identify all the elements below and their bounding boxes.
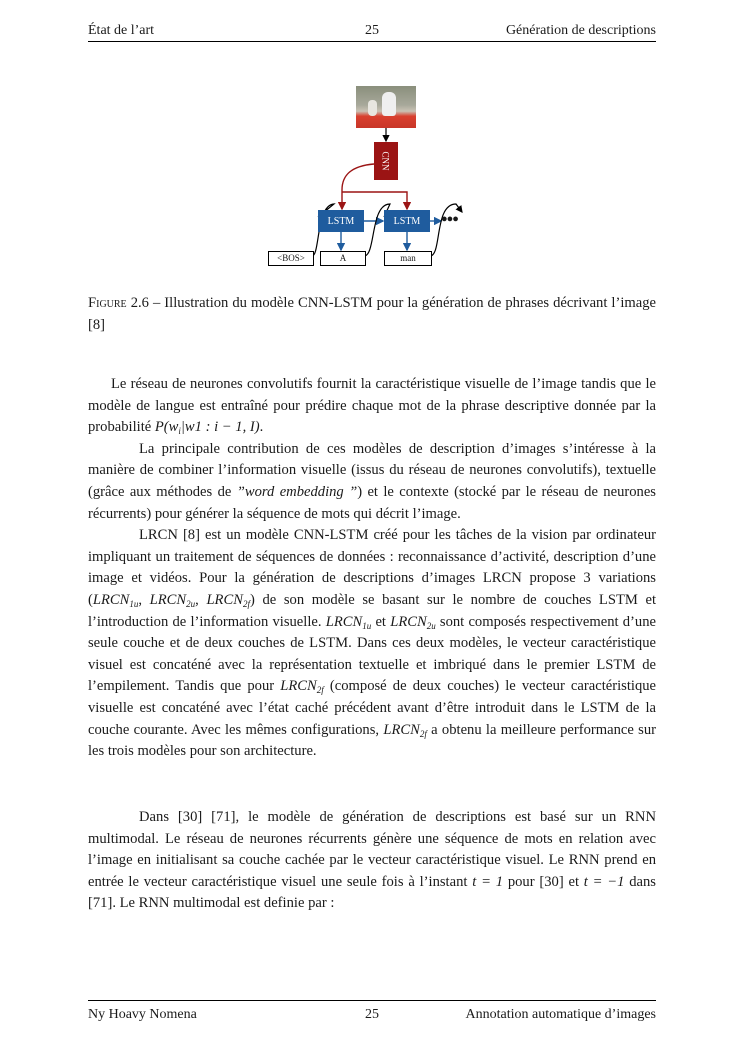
header-page-number: 25 [365,23,379,38]
lrcn-1u: $LRCN_{1u}$ [92,591,139,609]
header-rule [88,41,656,42]
token-man: man [384,251,432,266]
paragraph-3: LRCN [8] est un modèle CNN-LSTM créé pour les tâches de la vision par ordinateur impliquant un traitement de séquences de données : reconnaissance d’activité, description d’une image et vidéos. Pour la génération de descriptions d’images LRCN propose 3 variations ($LRCN_{1u}$, $LRCN_{2u}$, $LRCN_{2f}$) de son modèle se basant sur le nombre de couches LSTM et l’introduction de l’information visuelle. $LRCN_{1u}$ et $LRCN_{2u}$ sont composés respectivement d’une seule couche et de deux couches de LSTM. Dans ces deux modèles, le vecteur caractéristique visuel est concaténé avec la représentation textuelle et imbriqué dans le premier LSTM de l’empilement. Tandis que pour $LRCN_{2f}$ (composé de deux couches) le vecteur caractéristique visuelle est concaténé avec l’état caché précédent avant d’être introduit dans le LSTM de la couche courante. Avec les mêmes configurations, $LRCN_{2f}$ a obtenu la meilleure performance sur les trois modèles pour son architecture. [88,527,657,760]
running-header [88,22,656,40]
caption-label: Figure 2.6 [88,295,149,311]
probability-formula: $P(w_i|w1$ : i − 1, I) [154,419,260,437]
footer-page-number: 25 [365,1007,379,1022]
input-image [356,86,416,128]
footer-title: Annotation automatique d’images [465,1007,656,1022]
caption-separator: – [148,295,165,311]
p1-end: . [259,419,264,436]
body-text-block-2 [88,807,656,915]
running-footer [88,1006,656,1024]
lstm-block-2: LSTM [384,210,430,232]
p2-text: La principale contribution de ces modèles de description d’images s’intéresse à la manière de combiner l’information visuelle (issus du réseau de neurones convolutifs), textuelle (grâce aux méthodes de [88,440,656,500]
caption-text: Illustration du modèle CNN-LSTM pour la génération de phrases décrivant l’image [8] [88,295,657,333]
paragraph-2 [88,439,656,525]
lstm-block-1: LSTM [318,210,364,232]
p3-text-e: a obtenu la meilleure performance sur les trois modèles pour son architecture. [88,721,656,760]
p4-t1: t = 1 [472,873,504,890]
lrcn-2u: $LRCN_{2u}$ [149,591,196,609]
lrcn-2u-b: $LRCN_{2u}$ [390,613,436,631]
continuation-dots: ●●● [441,213,458,225]
cnn-block [374,142,398,180]
footer-rule [88,1000,656,1001]
p4-t2: t = −1 [583,873,625,890]
word-man-to-next-arrow [430,204,462,256]
p4-text-a: Dans [30] [71], le modèle de génération de descriptions est basé sur un RNN multimodal. Le réseau de neurones récurrents génère une séquence de mots en relation avec l’image en initialisant sa couche cachée par le vecteur caractéristique visuel. Le RNN prend en entrée le vecteur caractéristique visuel une seule fois à l’instant [88,809,656,890]
header-section: Génération de descriptions [505,23,656,38]
body-text-block-1 [88,374,656,763]
token-a: A [320,251,366,266]
p1-text: Le réseau de neurones convolutifs fournit la caractéristique visuelle de l’image tandis que le modèle de langue est entraîné pour prédire chaque mot de la phrase descriptive donnée par la probabilité [88,376,656,436]
p3-text-a: LRCN [8] est un modèle CNN-LSTM créé pour les tâches de la vision par ordinateur impliquant un traitement de séquences de données : reconnaissance d’activité, description d’une image et vidéos. Pour la génération de descriptions d’images LRCN propose 3 variations ( [88,527,656,608]
p2-emphasis: ”word embedding ” [236,483,358,500]
p2-text-end: ) et le contexte (stocké par le réseau de neurones récurrents) pour générer la séquence de mots qui décrit l’image. [88,483,656,522]
paragraph-4 [88,807,656,915]
runner-silhouette [382,92,396,116]
lrcn-2f: $LRCN_{2f}$ [206,591,250,609]
p3-text-c: sont composés respectivement d’une seule couche et de deux couches de LSTM. Dans ces deux modèles, le vecteur caractéristique visuel est concaténé avec la représentation textuelle et imbriqué dans le premier LSTM de l’empilement. Tandis que pour [88,613,656,695]
lrcn-1u-b: $LRCN_{1u}$ [325,613,372,631]
lrcn-2f-c: $LRCN_{2f}$ [383,721,427,739]
cnn-to-lstm2-arrow [342,192,407,209]
cnn-lstm-figure [260,80,480,270]
p4-text-c: dans [71]. Le RNN multimodal est definie par : [88,873,656,912]
paragraph-1 [88,374,656,439]
footer-author: Ny Hoavy Nomena [88,1007,197,1022]
header-chapter: État de l’art [88,23,155,38]
runner-silhouette-2 [368,100,377,116]
cnn-to-lstm1-arrow [342,164,374,209]
cnn-label: CNN [380,151,391,171]
p4-text-b: pour [30] et [503,873,584,890]
token-bos: <BOS> [268,251,314,266]
figure-caption [88,292,656,336]
p3-text-d: (composé de deux couches) le vecteur caractéristique visuelle est concaténé avec l’état caché précédent avant d’être introduit dans le LSTM de la couche courante. Avec les mêmes configurations, [88,678,657,738]
lrcn-2f-b: $LRCN_{2f}$ [280,678,324,696]
p3-text-b: ) de son modèle se basant sur le nombre de couches LSTM et l’introduction de l’information visuelle. [88,591,656,630]
